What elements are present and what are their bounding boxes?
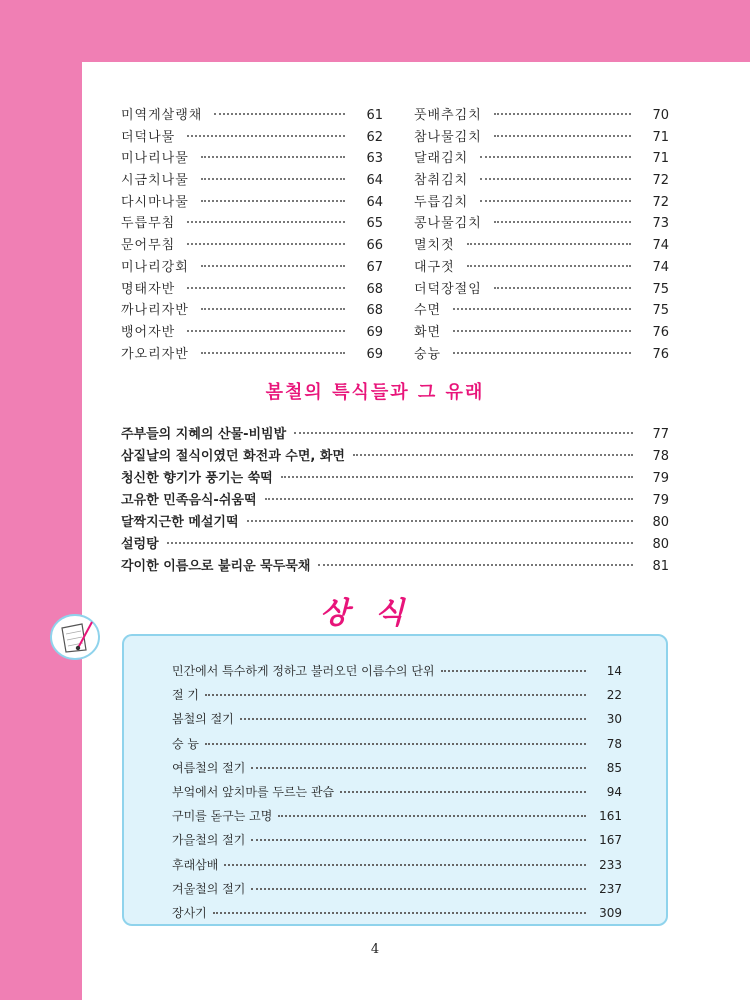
leader-dots (281, 476, 633, 478)
entry-title: 숭 늉 (172, 736, 199, 751)
toc-entry (414, 278, 669, 300)
entry-page: 69 (366, 324, 383, 340)
leader-dots (201, 178, 345, 180)
toc-entry (414, 234, 669, 256)
entry-title: 달래김치 (414, 151, 469, 167)
toc-entry (414, 212, 669, 234)
entry-page: 76 (652, 346, 669, 362)
entry-title: 까나리자반 (121, 303, 189, 319)
entry-page: 80 (652, 515, 669, 530)
entry-title: 미나리나물 (121, 151, 189, 167)
entry-page: 79 (652, 471, 669, 486)
leader-dots (453, 308, 631, 310)
toc-entry (121, 489, 669, 511)
leader-dots (201, 156, 345, 158)
top-decor-bar (0, 0, 750, 62)
toc-entry (121, 533, 669, 555)
toc-entry (121, 467, 669, 489)
toc-entry (414, 321, 669, 343)
toc-entry (121, 169, 383, 191)
entry-title: 겨울철의 절기 (172, 881, 246, 896)
leader-dots (494, 221, 631, 223)
entry-page: 61 (366, 108, 383, 123)
entry-page: 72 (652, 173, 669, 189)
entry-page: 79 (652, 493, 669, 508)
entry-title: 봄철의 절기 (172, 712, 234, 727)
entry-page: 161 (599, 809, 622, 824)
entry-page: 69 (366, 346, 383, 362)
entry-page: 70 (652, 108, 669, 123)
common-knowledge-title: 상식 (320, 596, 430, 631)
toc-entry (121, 423, 669, 445)
toc-entry (121, 343, 383, 365)
leader-dots (251, 839, 586, 841)
toc-entry (172, 710, 622, 734)
leader-dots (265, 498, 633, 500)
toc-entry (414, 169, 669, 191)
leader-dots (441, 670, 586, 672)
common-knowledge-list (172, 662, 622, 928)
entry-title: 가오리자반 (121, 346, 189, 362)
entry-page: 14 (606, 664, 622, 678)
leader-dots (453, 352, 631, 354)
entry-page: 76 (652, 324, 669, 340)
leader-dots (201, 308, 345, 310)
entry-page: 64 (366, 173, 383, 189)
toc-entry (121, 555, 669, 577)
special-food-list (121, 423, 669, 577)
leader-dots (318, 564, 633, 566)
entry-title: 미역게살랭채 (121, 108, 203, 123)
entry-title: 문어무침 (121, 238, 176, 254)
entry-title: 민간에서 특수하게 정하고 불러오던 이름수의 단위 (172, 664, 435, 678)
entry-title: 장사기 (172, 905, 207, 920)
toc-entry (121, 234, 383, 256)
toc-entry (172, 807, 622, 831)
leader-dots (494, 113, 631, 115)
toc-entry (172, 831, 622, 855)
toc-entry (414, 126, 669, 148)
toc-entry (121, 147, 383, 169)
entry-page: 167 (599, 833, 622, 848)
toc-entry (121, 321, 383, 343)
leader-dots (251, 767, 586, 769)
toc-entry (172, 735, 622, 759)
leader-dots (187, 243, 345, 245)
entry-page: 67 (366, 259, 383, 275)
entry-page: 237 (599, 881, 622, 896)
entry-title: 콩나물김치 (414, 216, 482, 232)
leader-dots (205, 694, 586, 696)
entry-title: 삼짙날의 절식이였던 화전과 수면, 화면 (121, 449, 345, 464)
toc-entry (121, 445, 669, 467)
entry-title: 수면 (414, 303, 442, 319)
entry-title: 멸치젓 (414, 238, 455, 254)
toc-left-column (121, 104, 383, 364)
entry-title: 부엌에서 앞치마를 두르는 관습 (172, 784, 335, 799)
leader-dots (480, 156, 631, 158)
entry-page: 94 (606, 784, 622, 799)
entry-page: 68 (366, 303, 383, 319)
leader-dots (467, 265, 631, 267)
entry-page: 75 (652, 281, 669, 297)
entry-title: 시금치나물 (121, 173, 189, 189)
leader-dots (213, 912, 586, 914)
leader-dots (224, 864, 586, 866)
entry-title: 청신한 향기가 풍기는 쑥떡 (121, 471, 273, 486)
entry-title: 명태자반 (121, 281, 176, 297)
entry-page: 77 (652, 427, 669, 442)
entry-page: 78 (652, 449, 669, 464)
entry-page: 71 (652, 151, 669, 167)
leader-dots (480, 178, 631, 180)
leader-dots (240, 718, 586, 720)
toc-entry (172, 759, 622, 783)
entry-page: 78 (606, 736, 622, 751)
entry-page: 80 (652, 537, 669, 552)
toc-entry (172, 856, 622, 880)
entry-title: 더덕나물 (121, 129, 176, 145)
leader-dots (340, 791, 586, 793)
entry-title: 숭늉 (414, 346, 442, 362)
entry-title: 참취김치 (414, 173, 469, 189)
leader-dots (187, 135, 345, 137)
entry-page: 74 (652, 259, 669, 275)
entry-title: 다시마나물 (121, 194, 189, 210)
toc-entry (121, 191, 383, 213)
entry-page: 85 (606, 760, 622, 775)
entry-title: 대구젓 (414, 259, 455, 275)
entry-title: 풋배추김치 (414, 108, 482, 123)
toc-entry (414, 299, 669, 321)
entry-title: 두릅무침 (121, 216, 176, 232)
leader-dots (278, 815, 586, 817)
entry-title: 달짝지근한 메설기떡 (121, 515, 239, 530)
leader-dots (167, 542, 633, 544)
entry-page: 66 (366, 238, 383, 254)
entry-title: 구미를 돋구는 고명 (172, 809, 273, 824)
entry-title: 가을철의 절기 (172, 833, 246, 848)
toc-entry (414, 191, 669, 213)
toc-entry (172, 686, 622, 710)
entry-page: 309 (599, 905, 622, 920)
toc-entry (172, 783, 622, 807)
entry-page: 233 (599, 857, 622, 872)
leader-dots (480, 200, 631, 202)
entry-title: 주부들의 지혜의 산물-비빔밥 (121, 427, 287, 442)
entry-title: 더덕장절임 (414, 281, 482, 297)
page-number: 4 (370, 942, 380, 957)
entry-page: 65 (366, 216, 383, 232)
toc-entry (414, 343, 669, 365)
entry-page: 74 (652, 238, 669, 254)
toc-entry (172, 904, 622, 928)
leader-dots (201, 265, 345, 267)
leader-dots (201, 200, 345, 202)
toc-entry (121, 212, 383, 234)
toc-entry (172, 662, 622, 686)
note-pen-icon (48, 610, 106, 662)
entry-title: 여름철의 절기 (172, 760, 246, 775)
entry-page: 22 (606, 688, 622, 703)
entry-page: 75 (652, 303, 669, 319)
section-title: 봄철의 특식들과 그 유래 (265, 382, 485, 403)
toc-entry (414, 104, 669, 126)
leader-dots (251, 888, 586, 890)
leader-dots (205, 743, 586, 745)
entry-title: 고유한 민족음식-쉬움떡 (121, 493, 257, 508)
entry-title: 각이한 이름으로 불리운 묵두묵채 (121, 559, 311, 574)
toc-entry (121, 299, 383, 321)
leader-dots (467, 243, 631, 245)
entry-title: 뱅어자반 (121, 324, 176, 340)
leader-dots (187, 221, 345, 223)
toc-entry (121, 511, 669, 533)
entry-page: 62 (366, 129, 383, 145)
toc-entry (121, 104, 383, 126)
entry-page: 64 (366, 194, 383, 210)
toc-entry (172, 880, 622, 904)
entry-page: 73 (652, 216, 669, 232)
entry-title: 참나물김치 (414, 129, 482, 145)
entry-title: 절 기 (172, 688, 199, 703)
entry-title: 화면 (414, 324, 442, 340)
entry-title: 후래삼배 (172, 857, 219, 872)
entry-page: 71 (652, 129, 669, 145)
entry-page: 68 (366, 281, 383, 297)
leader-dots (247, 520, 633, 522)
leader-dots (201, 352, 345, 354)
entry-title: 미나리강회 (121, 259, 189, 275)
entry-title: 설렁탕 (121, 537, 159, 552)
leader-dots (494, 135, 631, 137)
leader-dots (294, 432, 633, 434)
toc-entry (121, 126, 383, 148)
toc-entry (121, 256, 383, 278)
left-decor-bar (0, 0, 82, 1000)
entry-title: 두릅김치 (414, 194, 469, 210)
leader-dots (453, 330, 631, 332)
leader-dots (353, 454, 633, 456)
entry-page: 72 (652, 194, 669, 210)
toc-entry (414, 256, 669, 278)
leader-dots (214, 113, 345, 115)
leader-dots (187, 330, 345, 332)
toc-entry (121, 278, 383, 300)
entry-page: 30 (606, 712, 622, 727)
leader-dots (187, 287, 345, 289)
entry-page: 63 (366, 151, 383, 167)
toc-right-column (414, 104, 669, 364)
entry-page: 81 (652, 559, 669, 574)
leader-dots (494, 287, 631, 289)
toc-entry (414, 147, 669, 169)
